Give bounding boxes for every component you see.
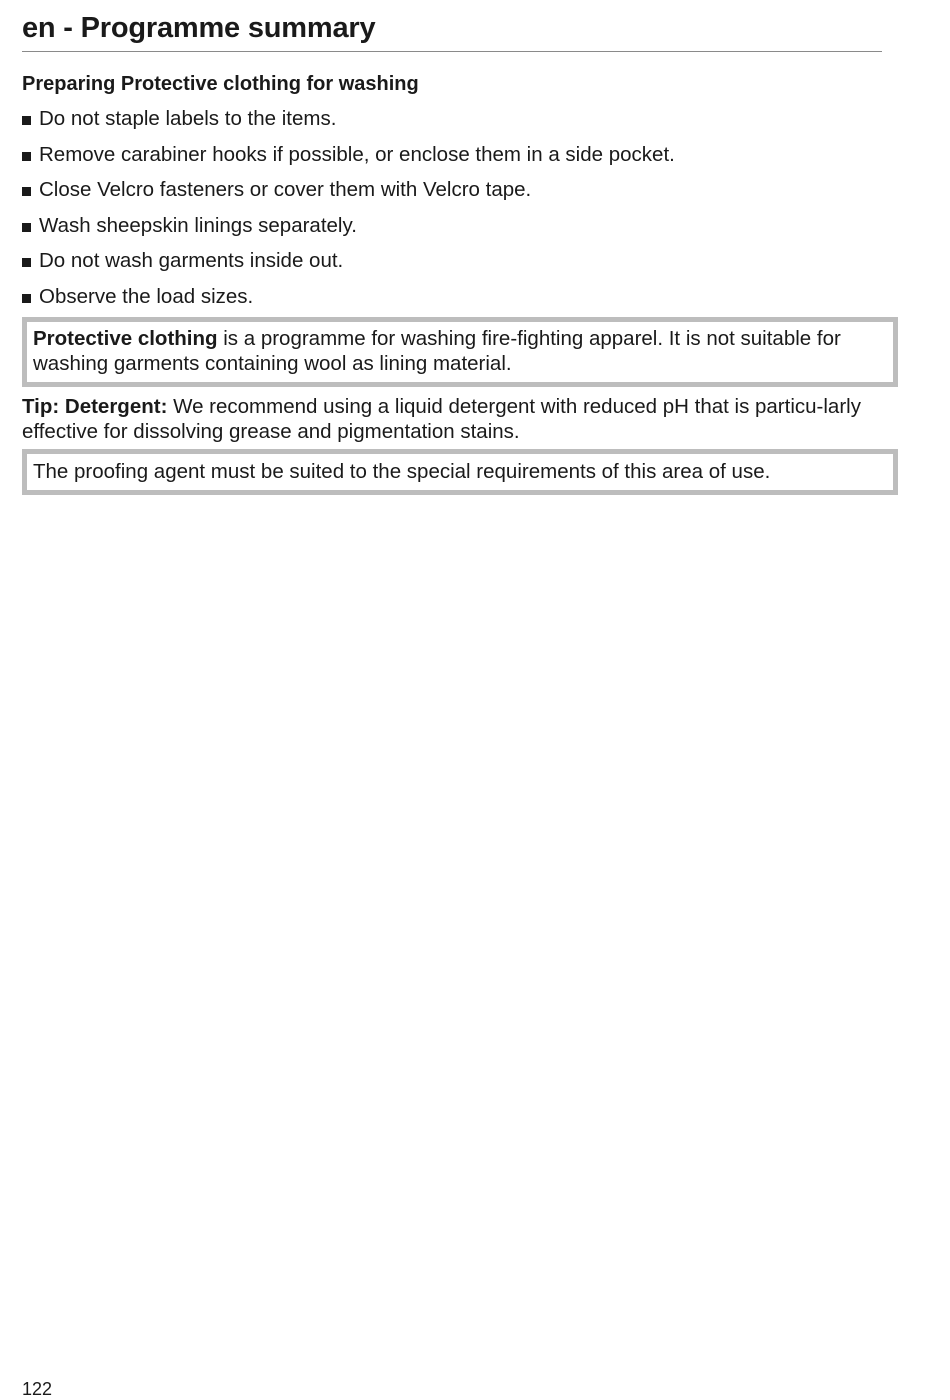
- list-item: [22, 213, 675, 249]
- page-title: en - Programme summary: [22, 12, 376, 44]
- note-text: The proofing agent must be suited to the special requirements of this area of use.: [33, 460, 771, 483]
- page-number: 122: [22, 1379, 53, 1399]
- list-item: [22, 177, 675, 213]
- list-item: [22, 284, 675, 320]
- instruction-list: [22, 106, 675, 319]
- list-item: [22, 106, 675, 142]
- note-bold-term: Protective clothing: [33, 327, 218, 350]
- section-heading: Preparing Protective clothing for washing: [22, 73, 419, 95]
- square-bullet-icon: [22, 294, 31, 303]
- list-item-text: Do not staple labels to the items.: [39, 107, 337, 130]
- note-text: is a programme for washing fire-fighting apparel. It is not suitable for washing garments containing wool as lining material.: [33, 327, 841, 375]
- square-bullet-icon: [22, 258, 31, 267]
- list-item: [22, 142, 675, 178]
- square-bullet-icon: [22, 223, 31, 232]
- square-bullet-icon: [22, 187, 31, 196]
- list-item-text: Observe the load sizes.: [39, 284, 254, 308]
- page-header: [22, 10, 882, 52]
- detergent-tip: [22, 394, 882, 444]
- protective-clothing-note: [22, 317, 898, 387]
- list-item-text: Do not wash garments inside out.: [39, 249, 344, 272]
- tip-label: Tip: Detergent:: [22, 395, 168, 418]
- list-item-text: Remove carabiner hooks if possible, or enclose them in a side pocket.: [39, 142, 675, 166]
- list-item-text: Close Velcro fasteners or cover them with Velcro tape.: [39, 178, 532, 201]
- proofing-agent-note: [22, 449, 898, 495]
- square-bullet-icon: [22, 116, 31, 125]
- square-bullet-icon: [22, 152, 31, 161]
- list-item: [22, 248, 675, 284]
- tip-text: We recommend using a liquid detergent with reduced pH that is particu-larly effective for dissolving grease and pigmentation stains.: [22, 395, 861, 443]
- list-item-text: Wash sheepskin linings separately.: [39, 213, 357, 237]
